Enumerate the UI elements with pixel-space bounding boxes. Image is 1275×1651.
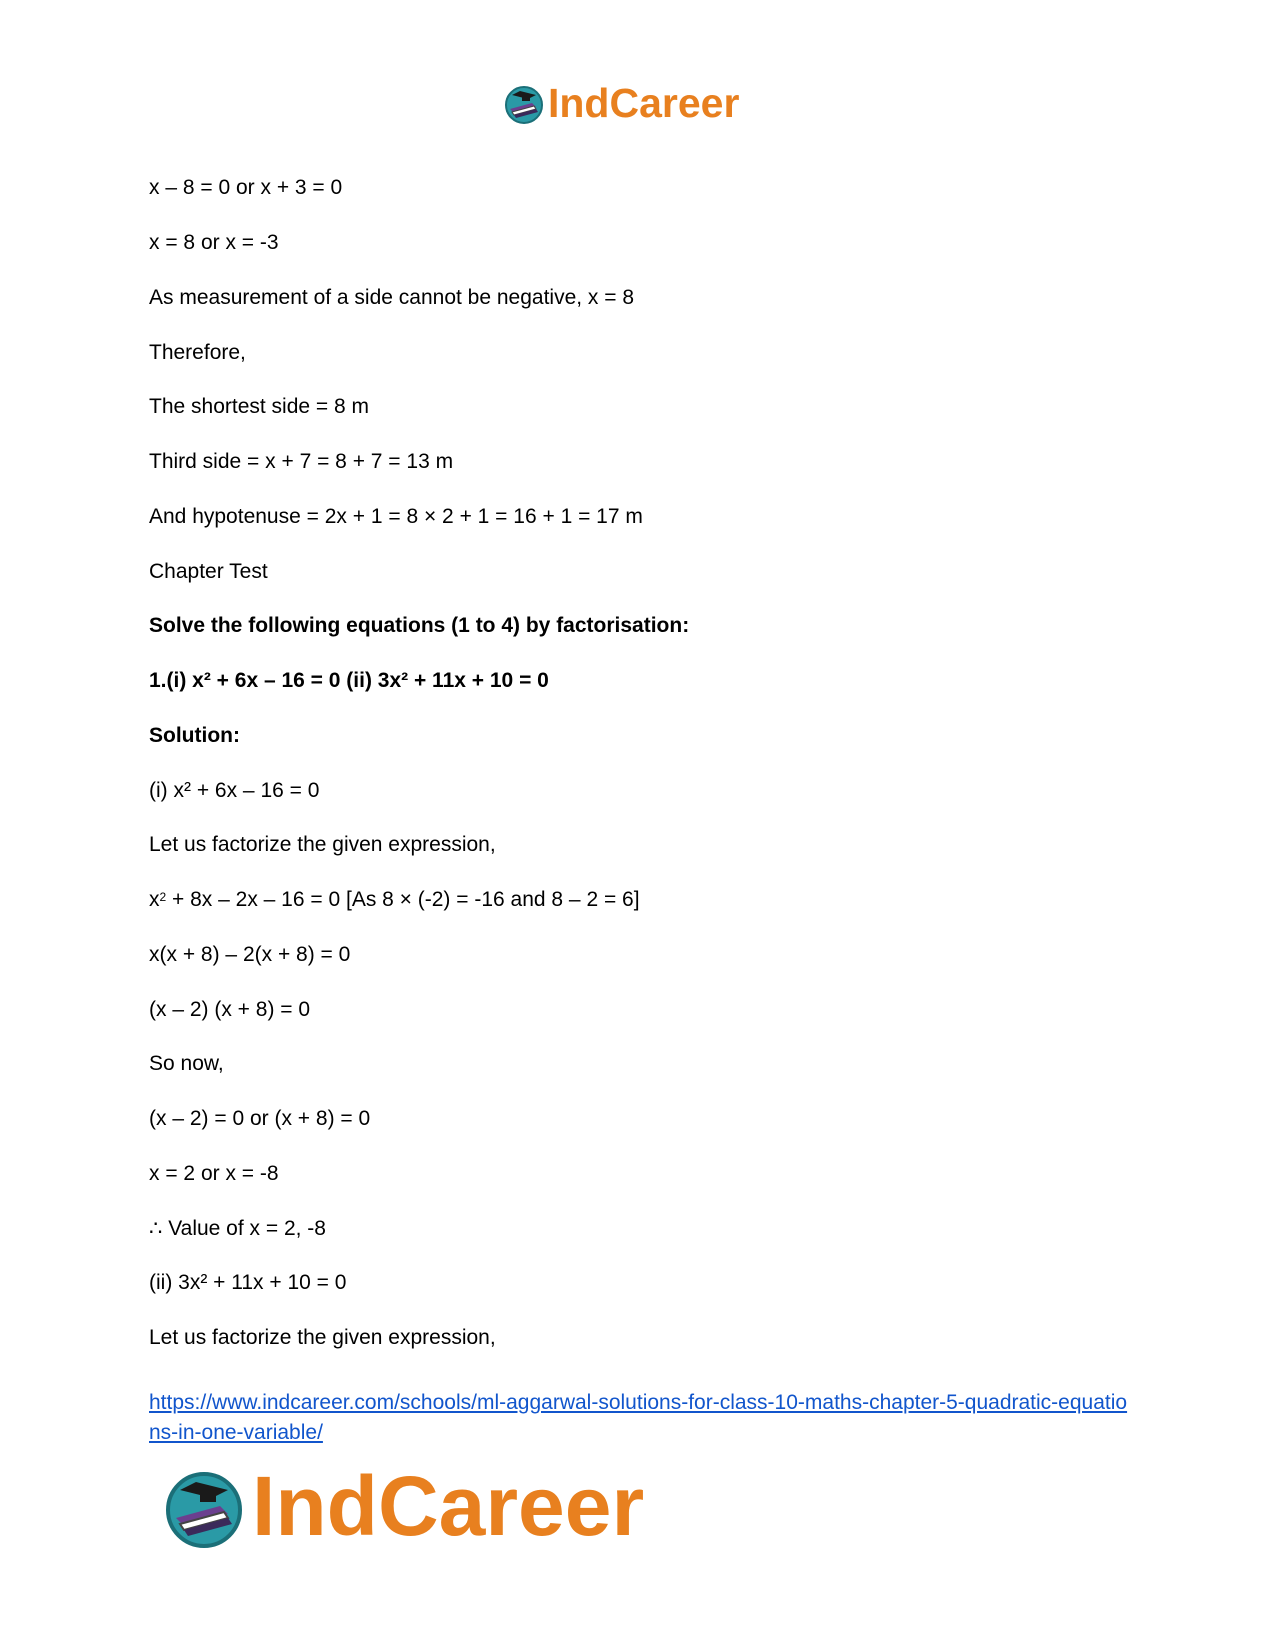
header-logo <box>502 80 739 126</box>
brand-name: IndCareer <box>548 80 740 126</box>
text-line: (i) x² + 6x – 16 = 0 <box>149 779 320 802</box>
text-line: Let us factorize the given expression, <box>149 1326 496 1349</box>
text-line: Third side = x + 7 = 8 + 7 = 13 m <box>149 450 454 473</box>
graduation-books-globe-icon <box>502 81 546 125</box>
text-line: x = 8 or x = -3 <box>149 231 279 254</box>
instruction-heading: Solve the following equations (1 to 4) by factorisation: <box>149 614 690 637</box>
text-line: ∴ Value of x = 2, -8 <box>149 1217 326 1240</box>
text-line: (x – 2) (x + 8) = 0 <box>149 998 311 1021</box>
text-segment: + 8x – 2x – 16 = 0 [As 8 × (-2) = -16 and 8 – 2 = 6] <box>166 888 640 911</box>
text-line: Therefore, <box>149 341 246 364</box>
brand-name: IndCareer <box>252 1459 645 1553</box>
text-line: (ii) 3x² + 11x + 10 = 0 <box>149 1271 347 1294</box>
solution-label: Solution: <box>149 724 240 747</box>
text-line: x = 2 or x = -8 <box>149 1162 279 1185</box>
footer-logo <box>160 1458 644 1554</box>
text-line: x(x + 8) – 2(x + 8) = 0 <box>149 943 351 966</box>
source-link[interactable]: https://www.indcareer.com/schools/ml-aggarwal-solutions-for-class-10-maths-chapter-5-quadratic-equations-in-one-variable/ <box>149 1391 1128 1444</box>
text-segment: x <box>149 888 160 911</box>
graduation-books-globe-icon <box>160 1462 248 1550</box>
text-line: And hypotenuse = 2x + 1 = 8 × 2 + 1 = 16 + 1 = 17 m <box>149 505 643 528</box>
superscript: 2 <box>159 890 167 904</box>
text-line: So now, <box>149 1052 224 1075</box>
text-line: As measurement of a side cannot be negative, x = 8 <box>149 286 635 309</box>
text-line <box>149 887 640 913</box>
text-line: The shortest side = 8 m <box>149 395 370 418</box>
text-line: x – 8 = 0 or x + 3 = 0 <box>149 176 343 199</box>
text-line: Let us factorize the given expression, <box>149 833 496 856</box>
section-heading: Chapter Test <box>149 560 268 583</box>
question-text: 1.(i) x² + 6x – 16 = 0 (ii) 3x² + 11x + 10 = 0 <box>149 669 549 692</box>
text-line: (x – 2) = 0 or (x + 8) = 0 <box>149 1107 371 1130</box>
